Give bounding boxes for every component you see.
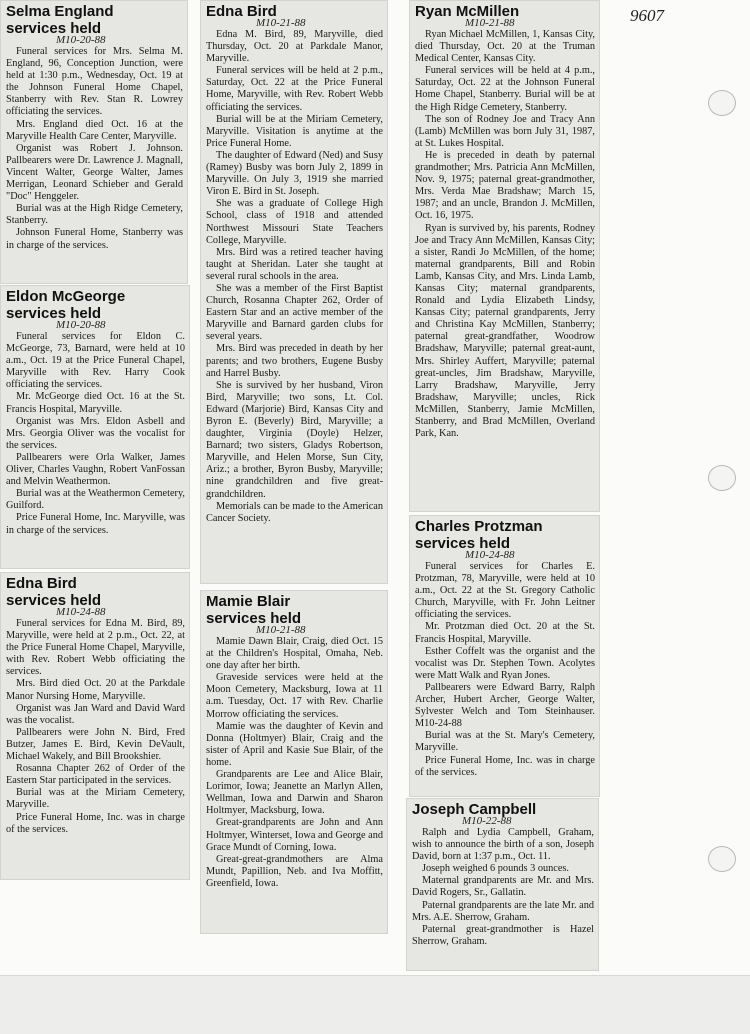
- paragraph: Burial was at the High Ridge Cemetery, Stanberry.: [6, 203, 183, 227]
- paragraph: Burial was at the Weathermon Cemetery, Guilford.: [6, 488, 185, 512]
- paragraph: Ryan Michael McMillen, 1, Kansas City, died Thursday, Oct. 20 at the Truman Medical Center, Kansas City.: [415, 29, 595, 65]
- paragraph: Maternal grandparents are Mr. and Mrs. David Rogers, Sr., Gallatin.: [412, 875, 594, 899]
- paragraph: Paternal great-grandmother is Hazel Sherrow, Graham.: [412, 923, 594, 947]
- headline: services held: [206, 610, 302, 627]
- paragraph: Funeral services will be held at 2 p.m., Saturday, Oct. 22 at the Price Funeral Home, Maryville, with Rev. Robert Webb officiating the services.: [206, 65, 383, 113]
- paragraph: Mr. Protzman died Oct. 20 at the St. Francis Hospital, Maryville.: [415, 621, 595, 645]
- paragraph: He is preceded in death by paternal grandmother; Mrs. Patricia Ann McMillen, Nov. 9, 1975; paternal great-grandmother, Mrs. Verda Mae Bradshaw; March 15, 1987; and an uncle, Brandon J. McMillen, Oct. 16, 1975.: [415, 149, 595, 222]
- clipping-eldon-mcgeorge: [0, 285, 190, 569]
- headline: Ryan McMillen: [415, 3, 520, 20]
- headline: Edna Bird: [206, 3, 277, 20]
- paragraph: Mr. McGeorge died Oct. 16 at the St. Francis Hospital, Maryville.: [6, 391, 185, 415]
- paragraph: Mamie was the daughter of Kevin and Donna (Holtmyer) Blair, Craig and the sister of April and Kasie Sue Blair, of the home.: [206, 720, 383, 768]
- paragraph: Ryan is survived by, his parents, Rodney Joe and Tracy Ann McMillen, Kansas City; a sister, Randi Jo McMillen, of the home; maternal grandparents, Bill and Robin Lamb, Kansas City, and Mrs. Linda Lamb, Kansas City; maternal grandparents, Ronald and Lydia Elizabeth Lindsy, Kansas City; paternal grandparents, Jerry and Christina Kay McMillen, Stanberry; paternal great-grandfather, Woodrow Bradshaw, Maryville; paternal great-aunt, Mrs. Shirley Auffert, Maryville; paternal great-uncles, Jim Bradshaw, Maryville, Larry Bradshaw, Maryville, Jerry Bradshaw, Maryville; uncles, Rick McMillen, Stanberry, Jamie McMillen, Stanberry, and Brad McMillen, Overland Park, Kan.: [415, 222, 595, 440]
- punch-hole-icon: [708, 90, 736, 116]
- handwritten-date: M10-24-88: [56, 606, 106, 618]
- paragraph: Joseph weighed 6 pounds 3 ounces.: [422, 863, 569, 875]
- paragraph: Mrs. Bird died Oct. 20 at the Parkdale Manor Nursing Home, Maryville.: [6, 678, 185, 702]
- paragraph: Organist was Robert J. Johnson. Pallbearers were Dr. Lawrence J. Magnall, Vincent Walter, George Walter, James Merrigan, Leonard Schieber and Gerald "Doc" Henggeler.: [6, 142, 183, 203]
- paragraph: Great-grandparents are John and Ann Holtmyer, Winterset, Iowa and George and Grace Mundt of Corning, Iowa.: [206, 817, 383, 853]
- clipping-edna-bird-obituary: [200, 0, 388, 584]
- paragraph: She was a member of the First Baptist Church, Rosanna Chapter 262, Order of Eastern Star and an active member of the Maryville and Barnard garden clubs for several years.: [206, 282, 383, 343]
- punch-hole-icon: [708, 846, 736, 872]
- paragraph: Funeral services for Eldon C. McGeorge, 73, Barnard, were held at 10 a.m., Oct. 19 at the Price Funeral Chapel, Maryville with Rev. Harry Cook officiating the services.: [6, 331, 185, 391]
- paragraph: Esther Coffelt was the organist and the vocalist was Dr. Stephen Town. Acolytes were Matt Walk and Ryan Jones.: [415, 645, 595, 681]
- headline: services held: [415, 535, 511, 552]
- headline: services held: [6, 592, 102, 609]
- headline: Edna Bird: [6, 575, 77, 592]
- paragraph: She is survived by her husband, Viron Bird, Maryville; two sons, Lt. Col. Edward (Marjorie) Bird, Kansas City and Byron E. (Beverly) Bird, Maryville; a daughter, Virginia (Doyle) Helzer, Barnard; two sisters, Gladys Robertson, Maryville, and Helen Morse, Sun City, Ariz.; a brother, Byron Busby, Maryville; nine grandchildren and five great-grandchildren.: [206, 379, 383, 500]
- paragraph: Pallbearers were Orla Walker, James Oliver, Charles Vaughn, Robert VanFossan and Melvin Weathermon.: [6, 451, 185, 488]
- paragraph: Paternal grandparents are the late Mr. and Mrs. A.E. Sherrow, Graham.: [412, 899, 594, 923]
- paragraph: Price Funeral Home, Inc. was in charge of the services.: [6, 811, 185, 835]
- handwritten-date: M10-21-88: [256, 17, 306, 29]
- handwritten-date: M10-22-88: [462, 815, 512, 827]
- paragraph: She was a graduate of College High School, class of 1918 and attended Northwest Missouri State Teachers College, Maryville.: [206, 198, 383, 246]
- paragraph: Funeral services for Charles E. Protzman, 78, Maryville, were held at 10 a.m., Oct. 22 at the St. Gregory Catholic Church, Maryville, with Fr. John Leitner officiating the services.: [415, 561, 595, 621]
- clipping-selma-england: [0, 0, 188, 284]
- handwritten-date: M10-21-88: [256, 624, 306, 636]
- handwritten-date: M10-20-88: [56, 319, 106, 331]
- headline: Joseph Campbell: [412, 801, 537, 818]
- paragraph: Funeral services for Edna M. Bird, 89, Maryville, were held at 2 p.m., Oct. 22, at the Price Funeral Home Chapel, Maryville, with Rev. Robert Webb officiating the services.: [6, 618, 185, 678]
- paragraph: Price Funeral Home, Inc. was in charge of the services.: [415, 754, 595, 778]
- punch-hole-icon: [708, 465, 736, 491]
- page-number: 9607: [630, 6, 664, 25]
- paragraph: Graveside services were held at the Moon Cemetery, Macksburg, Iowa at 11 a.m. Tuesday, Oct. 17 with Rev. Charlie Morrow officiating the services.: [206, 672, 383, 720]
- paragraph: Organist was Jan Ward and David Ward was the vocalist.: [6, 702, 185, 726]
- clipping-ryan-mcmillen: [409, 0, 600, 512]
- paragraph: Burial will be at the Miriam Cemetery, Maryville. Visitation is anytime at the Price Funeral Home.: [206, 113, 383, 149]
- handwritten-date: M10-21-88: [465, 17, 515, 29]
- paragraph: Pallbearers were Edward Barry, Ralph Archer, Hubert Archer, George Walter, Sylvester Welch and Tom Steinhauser. M10-24-88: [415, 681, 595, 730]
- page-bottom-margin: [0, 975, 750, 1034]
- paragraph: Organist was Mrs. Eldon Asbell and Mrs. Georgia Oliver was the vocalist for the services.: [6, 415, 185, 451]
- paragraph: Rosanna Chapter 262 of Order of the Eastern Star participated in the services.: [6, 763, 185, 787]
- paragraph: Mamie Dawn Blair, Craig, died Oct. 15 at the Children's Hospital, Omaha, Neb. one day after her birth.: [206, 636, 383, 672]
- paragraph: Edna M. Bird, 89, Maryville, died Thursday, Oct. 20 at Parkdale Manor, Maryville.: [206, 29, 383, 65]
- clipping-edna-bird-services: [0, 572, 190, 880]
- paragraph: Memorials can be made to the American Cancer Society.: [206, 500, 383, 524]
- paragraph: Mrs. Bird was preceded in death by her parents; and two brothers, Eugene Busby and Harrel Busby.: [206, 343, 383, 379]
- clipping-mamie-blair: [200, 590, 388, 934]
- paragraph: Mrs. England died Oct. 16 at the Maryville Health Care Center, Maryville.: [6, 118, 183, 142]
- handwritten-date: M10-24-88: [465, 549, 515, 561]
- paragraph: Johnson Funeral Home, Stanberry was in charge of the services.: [6, 227, 183, 251]
- paragraph: Grandparents are Lee and Alice Blair, Lorimor, Iowa; Jeanette an Marlyn Allen, Wellman, Iowa and Darwin and Sharon Holtmyer, Macksburg, Iowa.: [206, 769, 383, 817]
- paragraph: Pallbearers were John N. Bird, Fred Butzer, James E. Bird, Kevin DeVault, Michael Wakely, and Bill Brookshier.: [6, 726, 185, 763]
- headline: Selma England: [6, 3, 114, 20]
- paragraph: Funeral services will be held at 4 p.m., Saturday, Oct. 22 at the Johnson Funeral Home Chapel, Stanberry. Burial will be at the High Ridge Cemetery, Stanberry.: [415, 65, 595, 113]
- paragraph: The daughter of Edward (Ned) and Susy (Ramey) Busby was born July 2, 1899 in Maryville. On July 3, 1919 she married Viron E. Bird in St. Joseph.: [206, 149, 383, 198]
- clipping-joseph-campbell: [406, 798, 599, 971]
- headline: Mamie Blair: [206, 593, 291, 610]
- paragraph: Mrs. Bird was a retired teacher having taught at Sheridan. Later she taught at several rural schools in the area.: [206, 246, 383, 282]
- paragraph: The son of Rodney Joe and Tracy Ann (Lamb) McMillen was born July 31, 1987, at St. Lukes Hospital.: [415, 113, 595, 149]
- headline: Eldon McGeorge: [6, 288, 126, 305]
- paragraph: Funeral services for Mrs. Selma M. England, 96, Conception Junction, were held at 1:30 p.m., Wednesday, Oct. 19 at the Johnson Funeral Home Chapel, Stanberry with Rev. Stan R. Lowrey officiating the services.: [6, 46, 183, 118]
- handwritten-date: M10-20-88: [56, 34, 106, 46]
- paragraph: Burial was at the St. Mary's Cemetery, Maryville.: [415, 730, 595, 754]
- clipping-charles-protzman: [409, 515, 600, 797]
- headline: Charles Protzman: [415, 518, 543, 535]
- headline: services held: [6, 20, 102, 37]
- paragraph: Price Funeral Home, Inc. Maryville, was in charge of the services.: [6, 512, 185, 536]
- paragraph: Burial was at the Miriam Cemetery, Maryville.: [6, 787, 185, 811]
- headline: services held: [6, 305, 102, 322]
- paragraph: Great-great-grandmothers are Alma Mundt, Papillion, Neb. and Iva Moffitt, Greenfield, Iowa.: [206, 853, 383, 889]
- paragraph: Ralph and Lydia Campbell, Graham, wish to announce the birth of a son, Joseph David, born at 1:37 p.m., Oct. 11.: [412, 827, 594, 863]
